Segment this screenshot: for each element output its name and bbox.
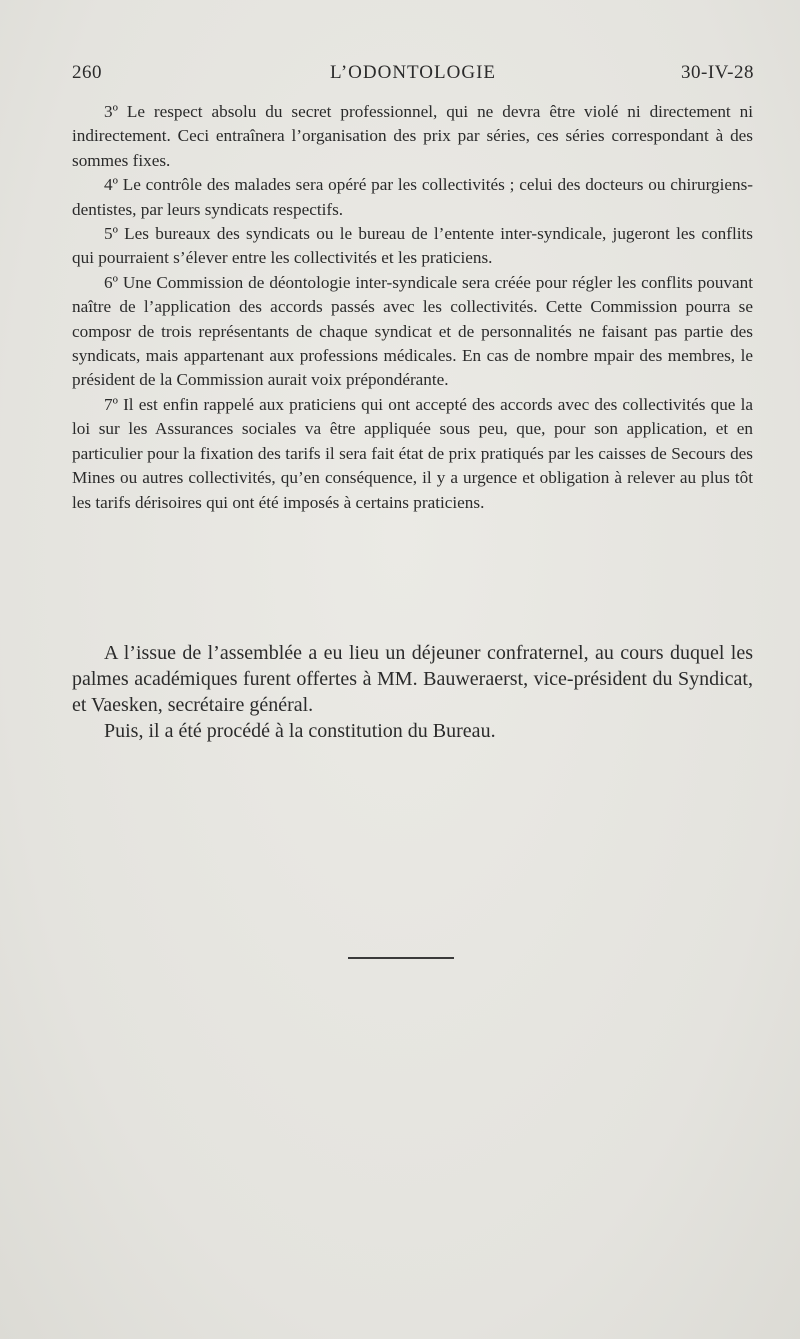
paragraph-5: 5º Les bureaux des syndicats ou le bureau de l’entente inter-syndicale, jugeront les conflits qui pourraient s’élever entre les collectivités et les praticiens. (72, 224, 753, 268)
paragraph-3: 3º Le respect absolu du secret professionnel, qui ne devra être violé ni directement ni indirectement. Ceci entraînera l’organisation des prix par séries, ces séries correspondant à des sommes fixes. (72, 102, 753, 170)
running-title: L’ODONTOLOGIE (329, 62, 497, 83)
body-text (72, 100, 753, 515)
paragraph-7: 7º Il est enfin rappelé aux praticiens qui ont accepté des accords avec des collectivités que la loi sur les Assurances sociales va être appliquée sous peu, que, pour son application, et en particulier pour la fixation des tarifs il sera fait état de prix pratiqués par les caisses de Secours des Mines ou autres collectivités, qu’en conséquence, il y a urgence et obligation à relever au plus tôt les tarifs dérisoires qui ont été imposés à certains praticiens. (72, 394, 753, 512)
closing-paragraph-lunch: A l’issue de l’assemblée a eu lieu un déjeuner confraternel, au cours duquel les palmes académiques furent offertes à MM. Bauweraerst, vice-président du Syndicat, et Vaesken, secrétaire général. (72, 642, 753, 716)
section-end-rule (348, 957, 454, 959)
issue-date: 30-IV-28 (681, 62, 754, 83)
page-number: 260 (72, 62, 102, 83)
paragraph-6: 6º Une Commission de déontologie inter-syndicale sera créée pour régler les conflits pouvant naître de l’application des accords passés avec les collectivités. Cette Commission pourra se composr de trois représentants de chaque syndicat et de personnalités ne faisant pas partie des syndicats, mais appartenant aux professions médicales. En cas de nombre mpair des membres, le président de la Commission aurait voix prépondérante. (72, 272, 753, 390)
paragraph-4: 4º Le contrôle des malades sera opéré par les collectivités ; celui des docteurs ou chirurgiens-dentistes, par leurs syndicats respectifs. (72, 175, 753, 219)
page-header (72, 62, 754, 88)
closing-section (72, 640, 753, 744)
closing-paragraph-bureau: Puis, il a été procédé à la constitution du Bureau. (104, 720, 496, 742)
